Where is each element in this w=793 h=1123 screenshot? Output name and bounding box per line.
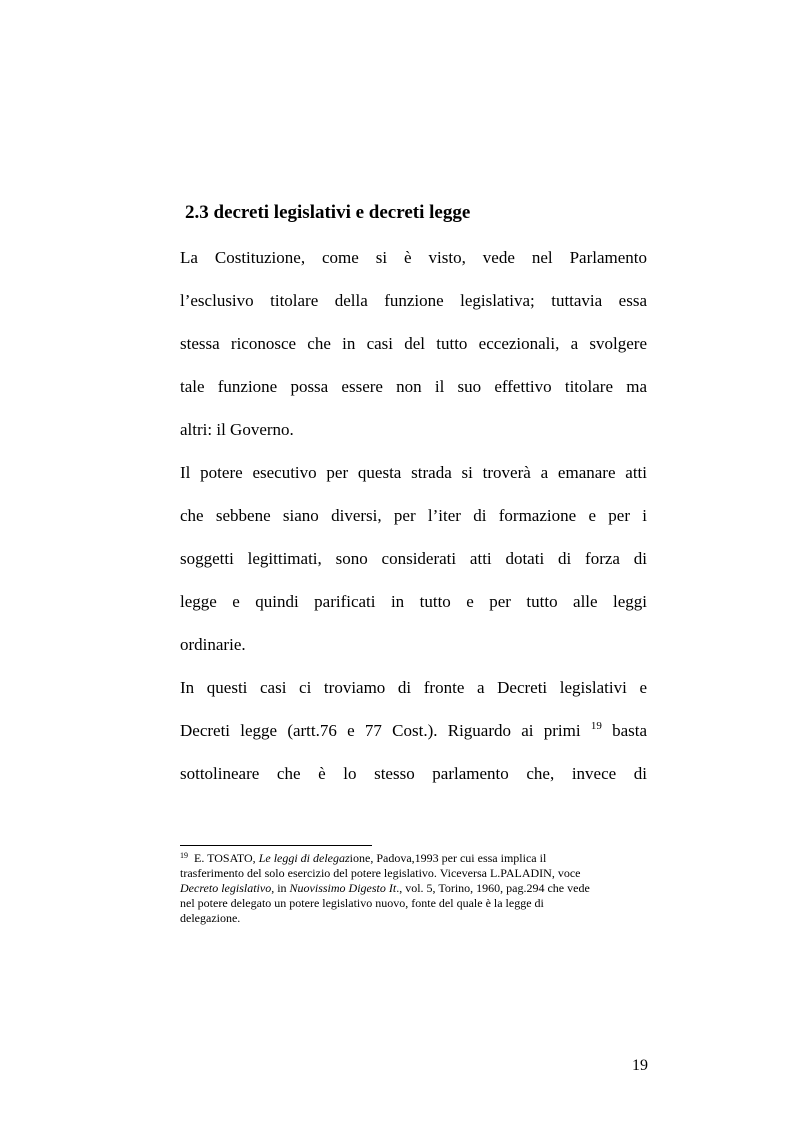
footnote-divider	[180, 845, 372, 846]
body-line: stessa riconosce che in casi del tutto eccezionali, a svolgere	[180, 334, 647, 353]
footnote-line: delegazione.	[180, 911, 241, 925]
footnote-text: ione, Padova,1993 per cui essa implica il	[349, 851, 547, 865]
body-line-text: basta	[601, 721, 647, 740]
footnote-line: trasferimento del solo esercizio del potere legislativo. Viceversa L.PALADIN, voce	[180, 866, 581, 880]
body-line: legge e quindi parificati in tutto e per tutto alle leggi	[180, 592, 647, 611]
body-line-with-footnote-ref	[180, 713, 647, 756]
body-line: ordinarie.	[180, 635, 246, 654]
footnote-text: E. TOSATO,	[188, 851, 259, 865]
body-line: l’esclusivo titolare della funzione legislativa; tuttavia essa	[180, 291, 647, 310]
body-line: tale funzione possa essere non il suo effettivo titolare ma	[180, 377, 647, 396]
footnote-reference[interactable]: 19	[590, 720, 602, 732]
footnote-number: 19	[180, 851, 188, 860]
body-line: altri: il Governo.	[180, 420, 294, 439]
body-line: soggetti legittimati, sono considerati atti dotati di forza di	[180, 549, 647, 568]
footnote-text: ., vol. 5, Torino, 1960, pag.294 che vede	[396, 881, 590, 895]
body-line: In questi casi ci troviamo di fronte a Decreti legislativi e	[180, 678, 647, 697]
body-line-text: Decreti legge (artt.76 e 77 Cost.). Riguardo ai primi	[180, 721, 591, 740]
body-line: Il potere esecutivo per questa strada si troverà a emanare atti	[180, 463, 647, 482]
body-line: La Costituzione, come si è visto, vede nel Parlamento	[180, 248, 647, 267]
body-text	[180, 240, 647, 799]
footnote-line	[180, 851, 650, 866]
footnote-title: Le leggi di delegaz	[258, 851, 350, 865]
footnote-line: nel potere delegato un potere legislativo nuovo, fonte del quale è la legge di	[180, 896, 544, 910]
footnote	[180, 851, 650, 926]
body-line: che sebbene siano diversi, per l’iter di formazione e per i	[180, 506, 647, 525]
footnote-text: , in	[271, 881, 290, 895]
footnote-line	[180, 881, 650, 896]
page-number: 19	[632, 1057, 648, 1074]
section-heading: 2.3 decreti legislativi e decreti legge	[185, 202, 471, 223]
body-line: sottolineare che è lo stesso parlamento che, invece di	[180, 764, 647, 783]
footnote-title: Nuovissimo Digesto It	[289, 881, 397, 895]
footnote-title: Decreto legislativo	[180, 881, 272, 895]
